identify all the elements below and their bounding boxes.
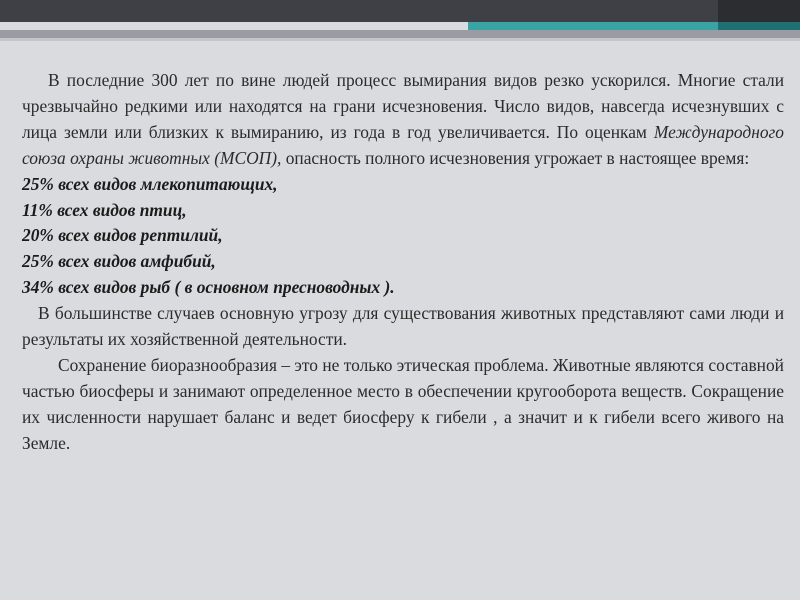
stat-amphibians: 25% всех видов амфибий, bbox=[22, 251, 216, 272]
header-bar-grey-light bbox=[0, 38, 800, 41]
header-bar-teal-accent bbox=[718, 22, 800, 30]
header-bar-dark-accent bbox=[718, 0, 800, 22]
slide-body-text bbox=[22, 68, 784, 457]
stat-fish: 34% всех видов рыб ( в основном пресноводных ). bbox=[22, 277, 395, 298]
stat-mammals: 25% всех видов млекопитающих, bbox=[22, 173, 278, 194]
header-bar-grey bbox=[0, 30, 800, 38]
intro-text-start: В последние 300 лет по вине людей процесс вымирания видов резко ускорился. Многие стали чрезвычайно редкими или находятся на грани исчезновения. Число видов, навсегда исчезнувших с лица земли или близких к вымиранию, из года в год увеличивается. По оценкам bbox=[22, 70, 784, 142]
stat-birds: 11% всех видов птиц, bbox=[22, 199, 187, 220]
iucn-reference: Международного союза охраны животных (МСОП), bbox=[22, 121, 784, 168]
header-bar-dark bbox=[0, 0, 800, 22]
conservation-paragraph: Сохранение биоразнообразия – это не только этическая проблема. Животные являются составной частью биосферы и занимают определенное место в обеспечении кругооборота веществ. Сокращение их численности нарушает баланс и ведет биосферу к гибели , а значит и к гибели всего живого на Земле. bbox=[22, 354, 784, 453]
intro-paragraph bbox=[22, 68, 784, 172]
intro-text-end: опасность полного исчезновения угрожает в настоящее время: bbox=[281, 147, 750, 168]
stat-reptiles: 20% всех видов рептилий, bbox=[22, 225, 223, 246]
threat-paragraph: В большинстве случаев основную угрозу для существования животных представляют сами люди и результаты их хозяйственной деятельности. bbox=[22, 303, 784, 350]
